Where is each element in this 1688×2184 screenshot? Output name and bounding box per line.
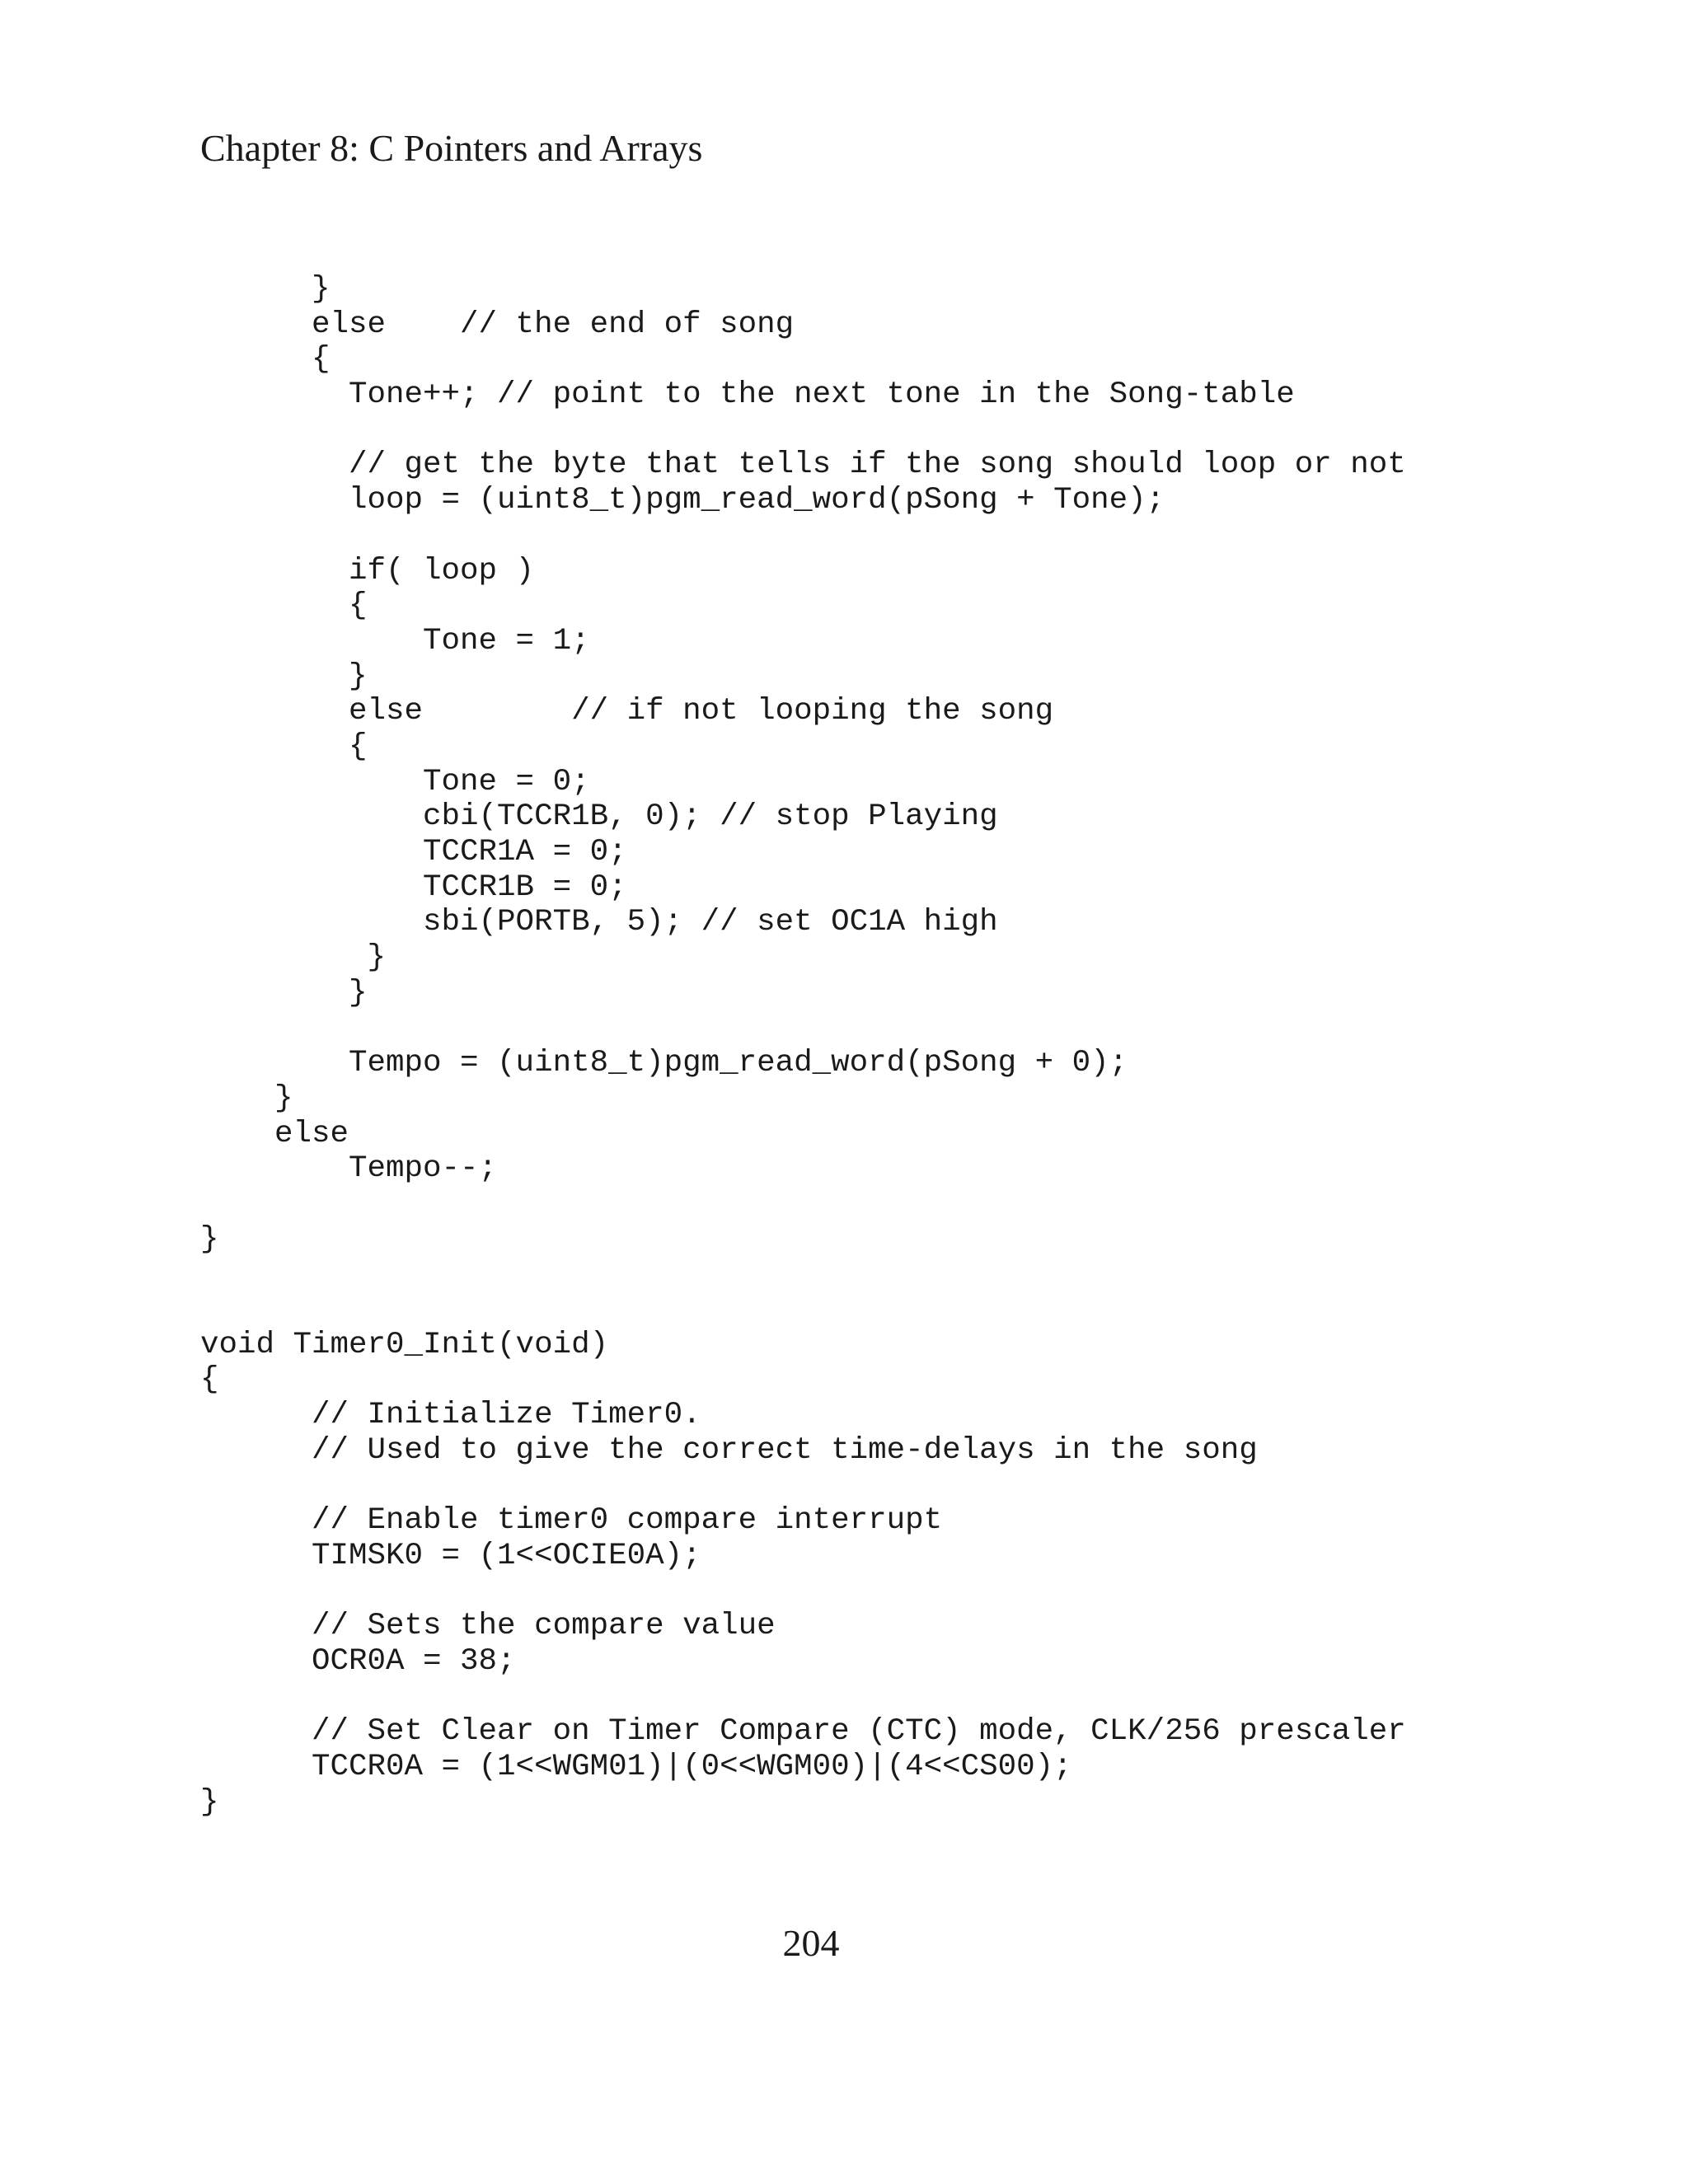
code-line (200, 1468, 1406, 1503)
code-line (200, 518, 1406, 554)
code-line (200, 1573, 1406, 1609)
code-line: OCR0A = 38; (200, 1643, 516, 1679)
code-line (200, 1010, 1406, 1046)
code-line: TCCR1B = 0; (200, 869, 627, 905)
code-line: } (200, 940, 387, 976)
code-line: Tone++; // point to the next tone in the Song-table (200, 377, 1295, 413)
code-line: // Used to give the correct time-delays in the song (200, 1432, 1258, 1468)
code-line: Tone = 1; (200, 623, 590, 658)
code-line: { (200, 1362, 219, 1398)
code-line: TCCR0A = (1<<WGM01)|(0<<WGM00)|(4<<CS00); (200, 1749, 1072, 1784)
code-line: else // the end of song (200, 307, 795, 342)
code-line: if( loop ) (200, 553, 535, 588)
code-line: Tone = 0; (200, 764, 590, 799)
code-line: } (200, 975, 368, 1010)
code-line: else (200, 1116, 349, 1151)
code-line (200, 1292, 1406, 1328)
code-line (200, 1680, 1406, 1715)
code-line (200, 413, 1406, 448)
code-line: TCCR1A = 0; (200, 835, 627, 869)
code-line: } (200, 1221, 219, 1257)
code-line: } (200, 272, 331, 307)
code-line: TIMSK0 = (1<<OCIE0A); (200, 1538, 701, 1573)
code-line (200, 1187, 1406, 1222)
code-line: Tempo--; (200, 1151, 498, 1187)
code-line: cbi(TCCR1B, 0); // stop Playing (200, 799, 998, 835)
code-line: // get the byte that tells if the song should loop or not (200, 448, 1406, 483)
code-line: sbi(PORTB, 5); // set OC1A high (200, 905, 998, 940)
code-line: { (200, 588, 368, 624)
code-line: // Initialize Timer0. (200, 1398, 701, 1432)
code-listing (200, 272, 1406, 1820)
code-line: loop = (uint8_t)pgm_read_word(pSong + Tone); (200, 483, 1165, 518)
code-line: } (200, 1080, 293, 1116)
code-line: // Enable timer0 compare interrupt (200, 1503, 943, 1539)
page-number: 204 (782, 1922, 840, 1964)
code-line (200, 1257, 1406, 1292)
code-line: else // if not looping the song (200, 694, 1054, 729)
code-line: Tempo = (uint8_t)pgm_read_word(pSong + 0); (200, 1046, 1128, 1081)
code-line: // Set Clear on Timer Compare (CTC) mode, CLK/256 prescaler (200, 1714, 1406, 1750)
code-line: { (200, 729, 368, 764)
code-line: // Sets the compare value (200, 1609, 776, 1644)
code-line: } (200, 1784, 219, 1820)
code-line: { (200, 342, 331, 377)
code-line: void Timer0_Init(void) (200, 1327, 609, 1362)
code-line: } (200, 658, 368, 694)
chapter-title: Chapter 8: C Pointers and Arrays (200, 127, 703, 169)
